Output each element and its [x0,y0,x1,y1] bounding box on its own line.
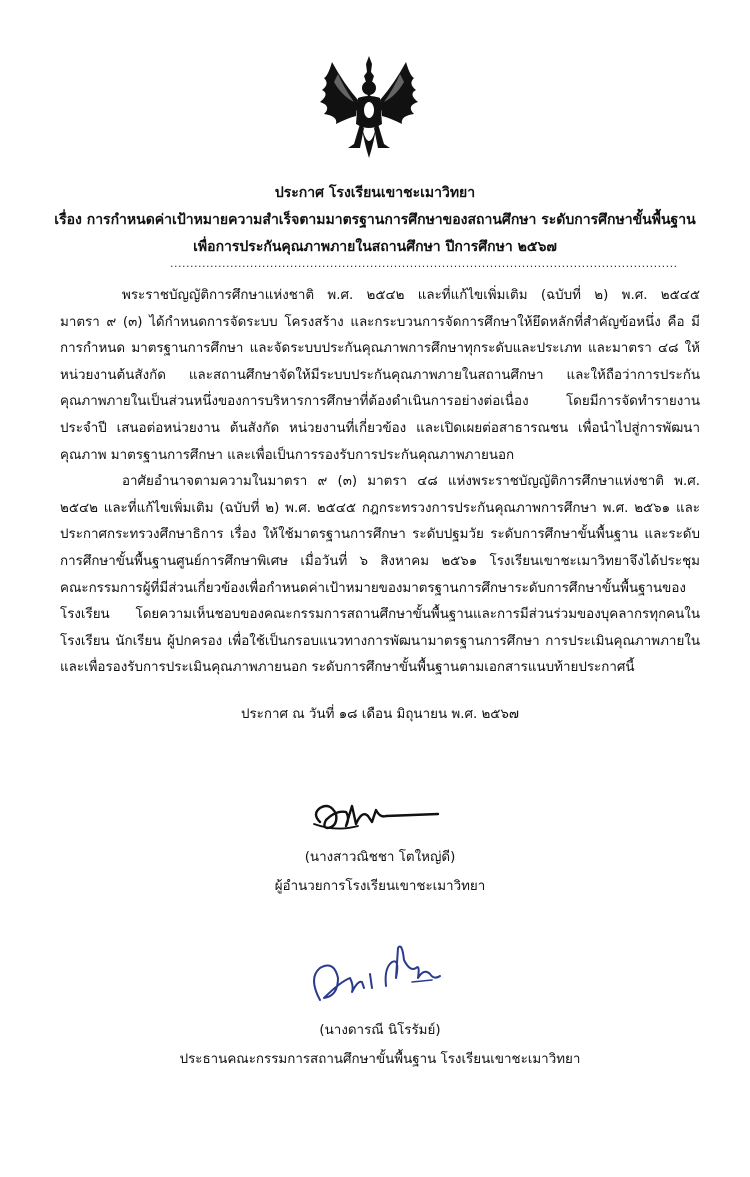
signer-1-name: (นางสาวณิชชา โตใหญ่ดี) [304,850,456,865]
body-line: คณะกรรมการผู้ที่มีส่วนเกี่ยวข้องเพื่อกำหนดค่าเป้าหมายของมาตรฐานการศึกษาระดับการศึกษาขั้นพื้นฐานของ [60,580,686,596]
body-line: และเพื่อรองรับการประเมินคุณภาพภายนอก ระดับการศึกษาขั้นพื้นฐานตามเอกสารแนบท้ายประกาศนี้ [60,660,635,676]
body-line: หน่วยงานต้นสังกัด และสถานศึกษาจัดให้มีระบบประกันคุณภาพภายในสถานศึกษา และให้ถือว่าการประกัน [60,367,700,383]
announcement-body [60,283,700,682]
title-line-1: ประกาศ โรงเรียนเขาชะเมาวิทยา [274,185,476,201]
title-line-3: เพื่อการประกันคุณภาพภายในสถานศึกษา ปีการศึกษา ๒๕๖๗ [193,239,557,255]
body-line: การกำหนด มาตรฐานการศึกษา และจัดระบบประกันคุณภาพการศึกษาทุกระดับและประเภท และมาตรา ๔๘ ให้ [60,341,700,357]
body-line: ๒๕๔๒ และที่แก้ไขเพิ่มเติม (ฉบับที่ ๒) พ.ศ. ๒๕๔๕ กฎกระทรวงการประกันคุณภาพการศึกษา พ.ศ. ๒๕๖๑ และ [60,500,700,516]
body-line: โรงเรียน นักเรียน ผู้ปกครอง เพื่อใช้เป็นกรอบแนวทางการพัฒนามาตรฐานการศึกษา การประเมินคุณภาพภายใน [60,633,700,649]
signer-2 [60,1016,700,1074]
body-line: อาศัยอำนาจตามความในมาตรา ๙ (๓) มาตรา ๔๘ แห่งพระราชบัญญัติการศึกษาแห่งชาติ พ.ศ. [122,474,700,490]
body-line: พระราชบัญญัติการศึกษาแห่งชาติ พ.ศ. ๒๕๔๒ และที่แก้ไขเพิ่มเติม (ฉบับที่ ๒) พ.ศ. ๒๕๔๕ [122,288,700,303]
body-line: ประจำปี เสนอต่อหน่วยงาน ต้นสังกัด หน่วยงานที่เกี่ยวข้อง และเปิดเผยต่อสาธารณชน เพื่อนำไปสู่การพัฒนา [60,420,700,436]
body-line: คุณภาพ มาตรฐานการศึกษา และเพื่อเป็นการรองรับการประกันคุณภาพภายนอก [60,447,515,463]
title-line-2: เรื่อง การกำหนดค่าเป้าหมายความสำเร็จตามมาตรฐานการศึกษาของสถานศึกษา ระดับการศึกษาขั้นพื้นฐาน [54,212,696,228]
body-line: คุณภาพภายในเป็นส่วนหนึ่งของการบริหารการศึกษาที่ต้องดำเนินการอย่างต่อเนื่อง โดยมีการจัดทำรายงาน [60,394,700,410]
body-line: โรงเรียน โดยความเห็นชอบของคณะกรรมการสถานศึกษาขั้นพื้นฐานและการมีส่วนร่วมของบุคลากรทุกคนใน [60,607,700,623]
signer-1 [60,843,700,901]
handwritten-signature-icon [306,792,446,840]
separator-dots: ............................................................................................................................... [170,257,678,270]
handwritten-signature-icon [300,938,450,1010]
announcement-title [20,180,730,261]
signer-2-name: (นางดารณี นิโรรัมย์) [319,1023,441,1038]
garuda-emblem-icon [314,54,424,160]
body-line: ประกาศกระทรวงศึกษาธิการ เรื่อง ให้ใช้มาตรฐานการศึกษา ระดับปฐมวัย ระดับการศึกษาขั้นพื้นฐาน และระดับ [60,527,700,543]
body-line: มาตรา ๙ (๓) ได้กำหนดการจัดระบบ โครงสร้าง และกระบวนการจัดการศึกษาให้ยึดหลักที่สำคัญข้อหนึ่ง คือ มี [60,314,700,330]
body-line: การศึกษาขั้นพื้นฐานศูนย์การศึกษาพิเศษ เมื่อวันที่ ๖ สิงหาคม ๒๕๖๑ โรงเรียนเขาชะเมาวิทยาจึงได้ประชุม [60,553,700,569]
signer-1-position: ผู้อำนวยการโรงเรียนเขาชะเมาวิทยา [274,879,486,894]
signer-2-position: ประธานคณะกรรมการสถานศึกษาขั้นพื้นฐาน โรงเรียนเขาชะเมาวิทยา [179,1052,581,1067]
announcement-date: ประกาศ ณ วันที่ ๑๘ เดือน มิถุนายน พ.ศ. ๒๕๖๗ [240,707,519,722]
